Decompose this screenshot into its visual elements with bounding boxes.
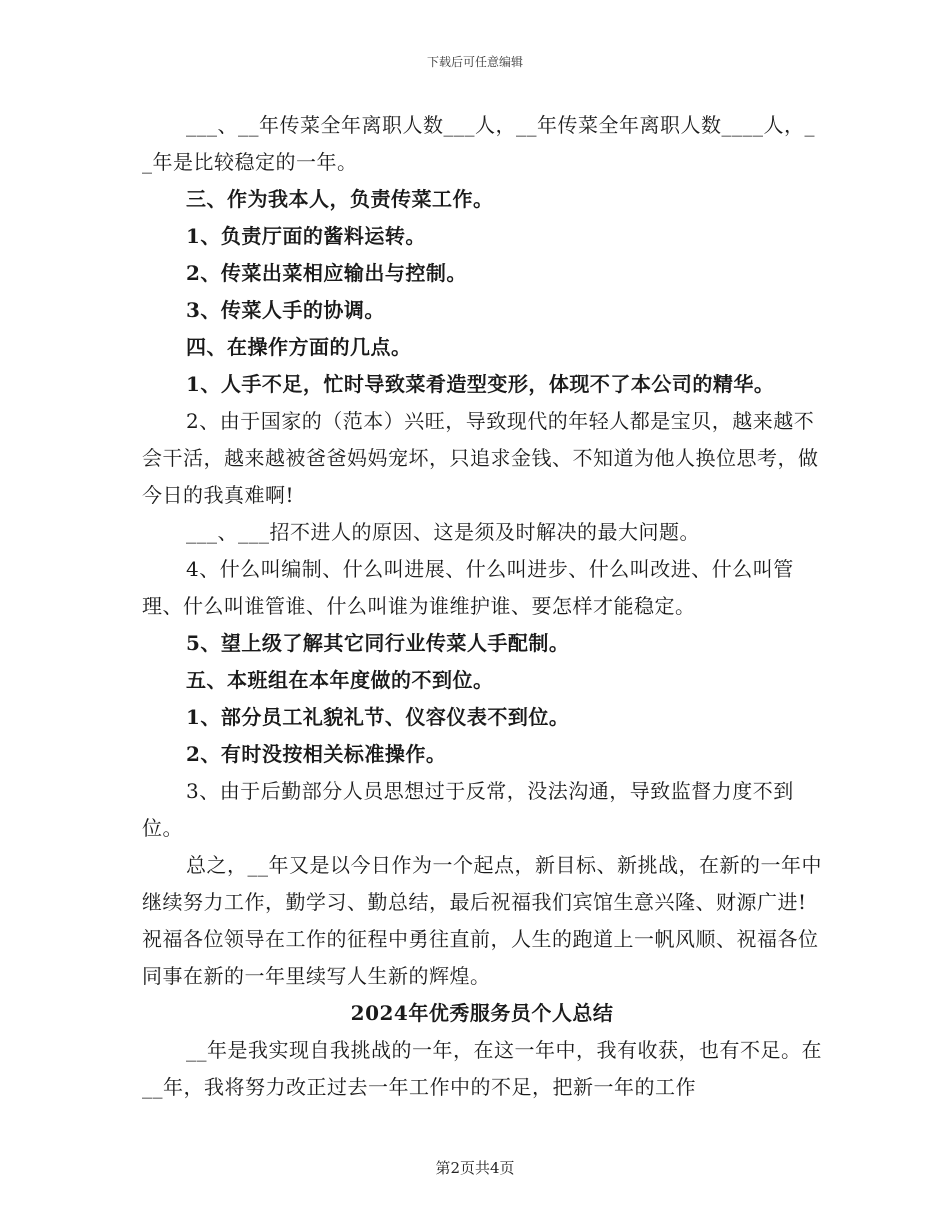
- paragraph: 3、传菜人手的协调。: [186, 298, 385, 322]
- paragraph: ___、___招不进人的原因、这是须及时解决的最大问题。: [186, 520, 700, 544]
- paragraph: 2、由于国家的（范本）兴旺，导致现代的年轻人都是宝贝，越来越不会干活，越来越被爸爸妈妈宠坏，只追求金钱、不知道为他人换位思考，做今日的我真难啊!: [142, 409, 819, 507]
- paragraph: 2、有时没按相关标准操作。: [186, 742, 447, 766]
- paragraph: ___、__年传菜全年离职人数___人，__年传菜全年离职人数____人，__年是比较稳定的一年。: [142, 113, 815, 174]
- document-body: [142, 107, 822, 1106]
- paragraph: 3、由于后勤部分人员思想过于反常，没法沟通，导致监督力度不到位。: [142, 779, 794, 840]
- paragraph: __年是我实现自我挑战的一年，在这一年中，我有收获，也有不足。在__年，我将努力改正过去一年工作中的不足，把新一年的工作: [142, 1038, 822, 1099]
- paragraph: 五、本班组在本年度做的不到位。: [186, 668, 494, 692]
- section-title: 2024年优秀服务员个人总结: [350, 1001, 614, 1025]
- paragraph: 2、传菜出菜相应输出与控制。: [186, 261, 467, 285]
- paragraph: 四、在操作方面的几点。: [186, 335, 412, 359]
- paragraph: 5、望上级了解其它同行业传菜人手配制。: [186, 631, 570, 655]
- paragraph: 1、人手不足，忙时导致菜肴造型变形，体现不了本公司的精华。: [186, 372, 775, 396]
- paragraph: 三、作为我本人，负责传菜工作。: [186, 187, 494, 211]
- page-header: 下载后可任意编辑: [426, 55, 523, 69]
- paragraph: 1、负责厅面的酱料运转。: [186, 224, 426, 248]
- paragraph: 4、什么叫编制、什么叫进展、什么叫进步、什么叫改进、什么叫管理、什么叫谁管谁、什么叫谁为谁维护谁、要怎样才能稳定。: [142, 557, 794, 618]
- paragraph: 1、部分员工礼貌礼节、仪容仪表不到位。: [186, 705, 570, 729]
- page-number: 第2页共4页: [435, 1159, 515, 1177]
- paragraph: 总之，__年又是以今日作为一个起点，新目标、新挑战，在新的一年中继续努力工作，勤学习、勤总结，最后祝福我们宾馆生意兴隆、财源广进!祝福各位领导在工作的征程中勇往直前，人生的跑道上一帆风顺、祝福各位同事在新的一年里续写人生新的辉煌。: [142, 853, 822, 988]
